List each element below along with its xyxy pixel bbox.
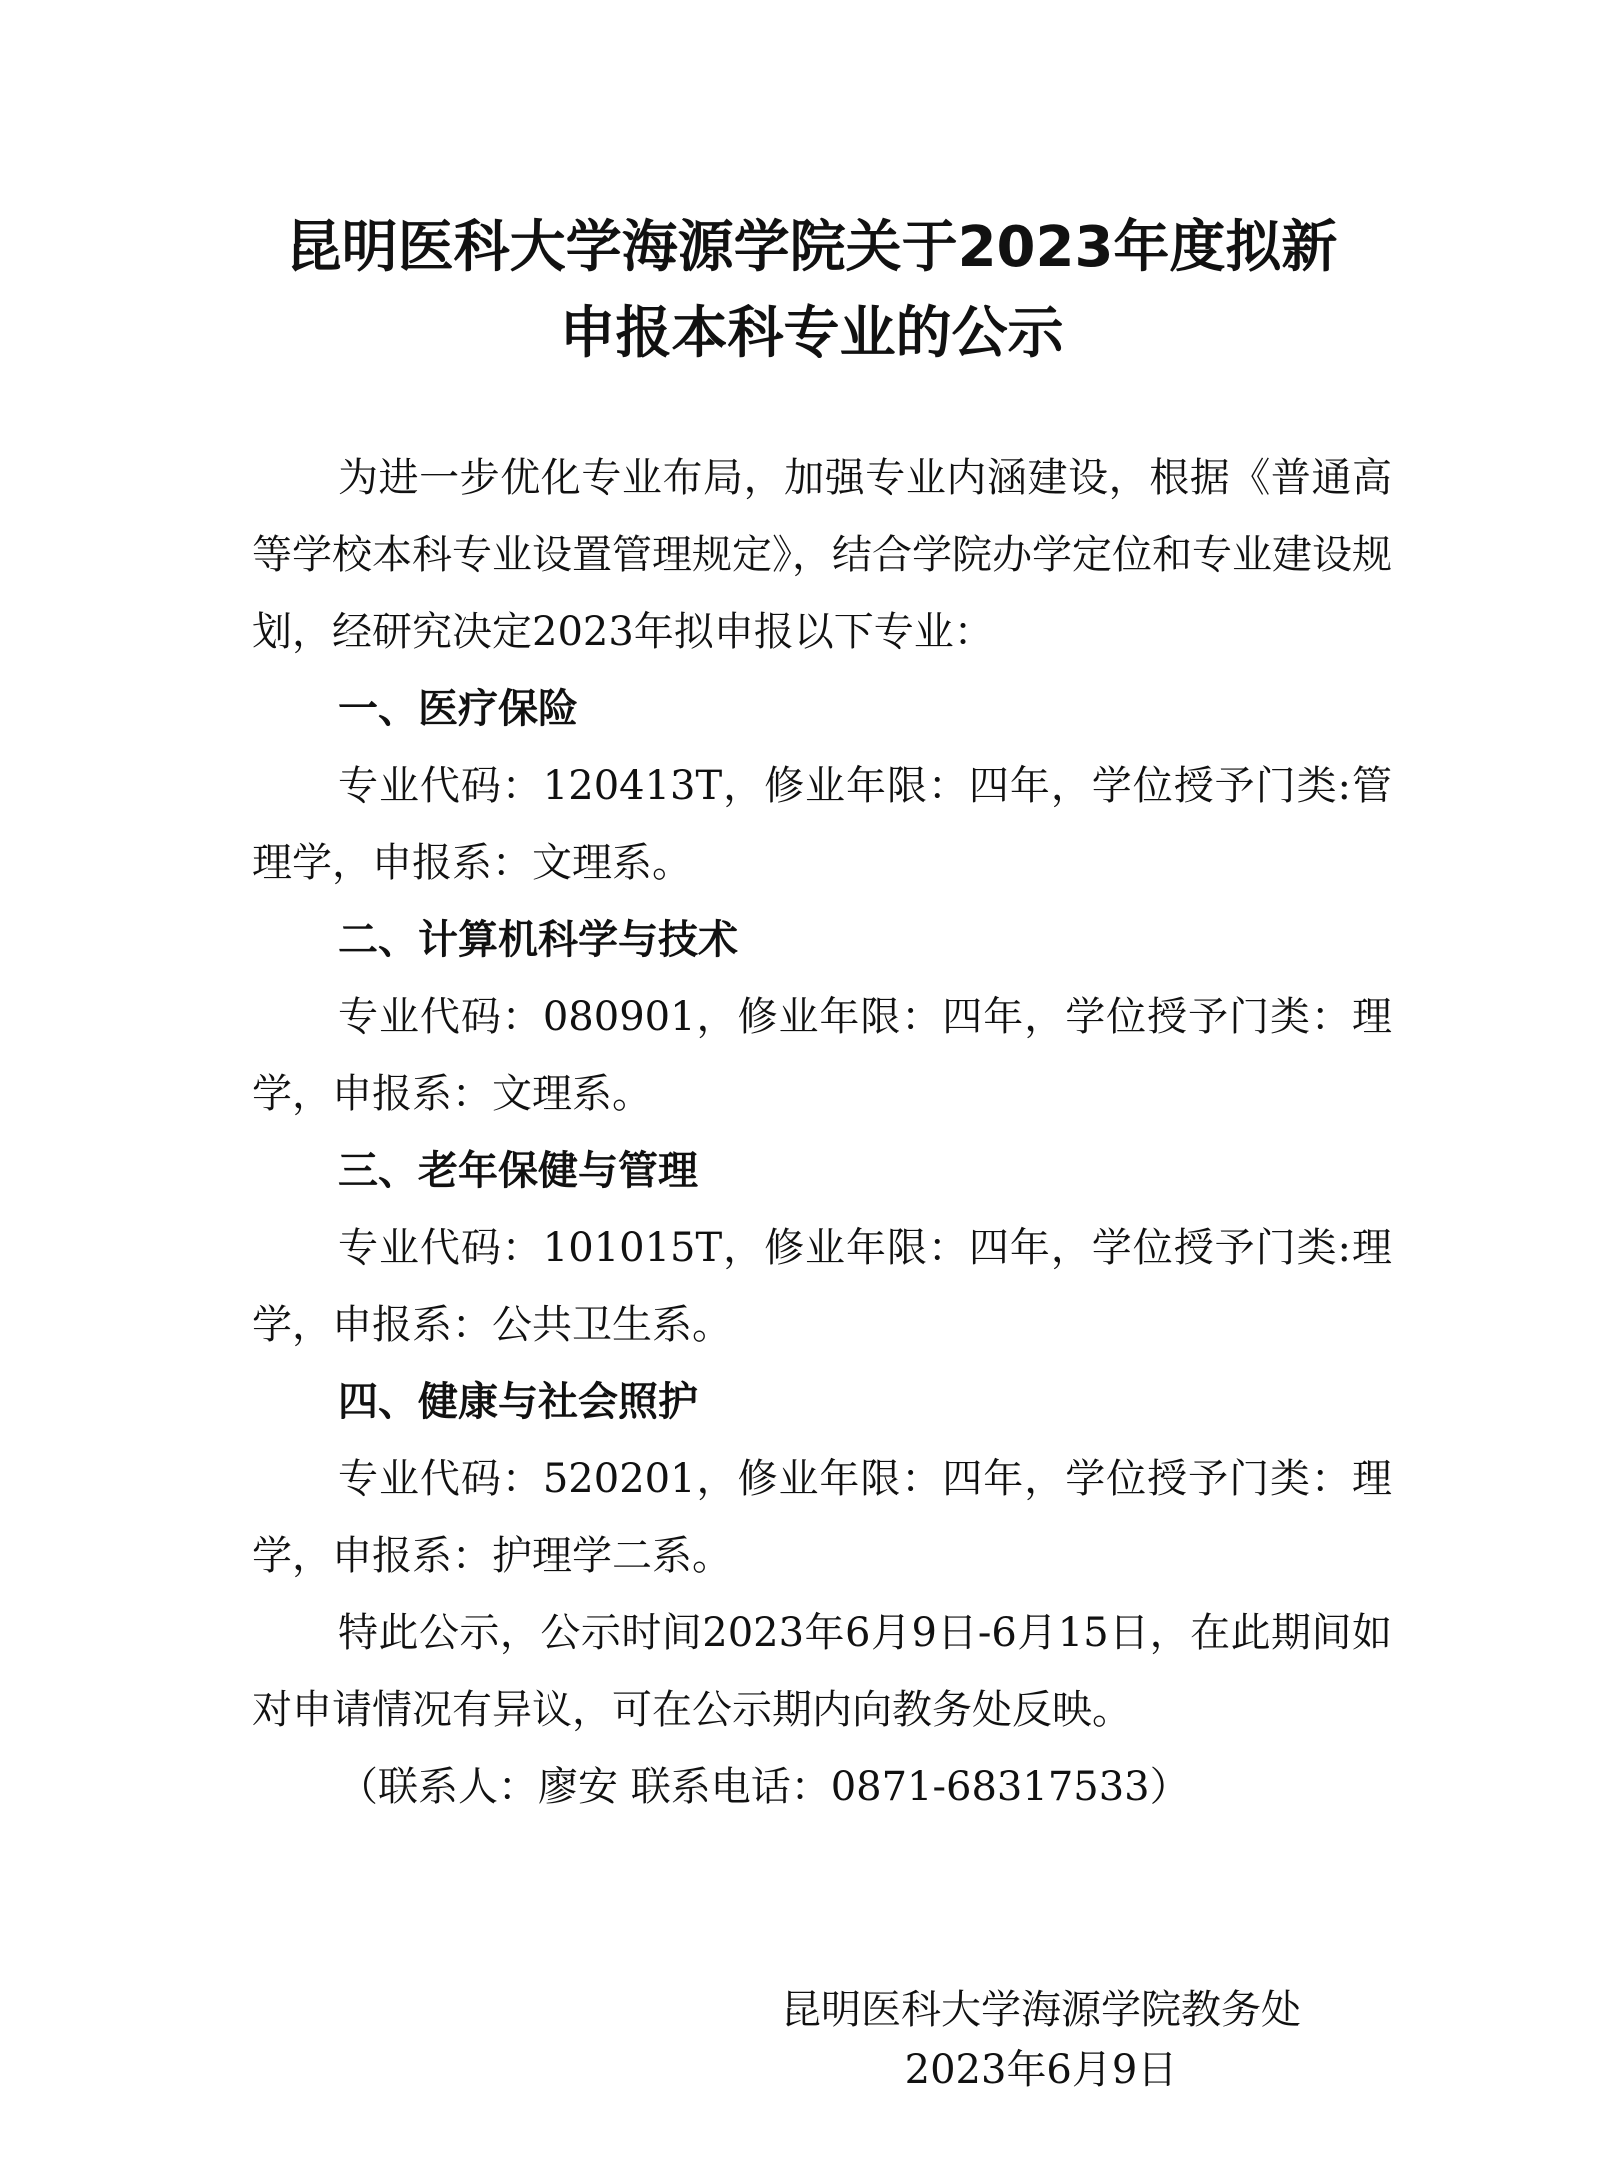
title-line-1: 昆明医科大学海源学院关于2023年度拟新 [285, 215, 1338, 280]
major-heading: 四、健康与社会照护 [338, 1379, 698, 1425]
major-detail: 专业代码：120413T，修业年限：四年，学位授予门类:管理学，申报系：文理系。 [252, 763, 1392, 886]
contact-line: （联系人：廖安 联系电话：0871-68317533） [338, 1764, 1190, 1810]
signature-org: 昆明医科大学海源学院教务处 [781, 1987, 1301, 2033]
notice-paragraph: 特此公示，公示时间2023年6月9日-6月15日，在此期间如对申请情况有异议，可在公示期内向教务处反映。 [252, 1610, 1392, 1733]
major-detail: 专业代码：080901，修业年限：四年，学位授予门类：理学，申报系：文理系。 [252, 994, 1392, 1117]
major-section-1 [252, 671, 1392, 902]
title-line-2: 申报本科专业的公示 [559, 301, 1064, 366]
major-heading: 二、计算机科学与技术 [338, 917, 738, 963]
major-section-4 [252, 1364, 1392, 1595]
document-body [252, 440, 1392, 1826]
intro-paragraph: 为进一步优化专业布局，加强专业内涵建设，根据《普通高等学校本科专业设置管理规定》，结合学院办学定位和专业建设规划，经研究决定2023年拟申报以下专业： [252, 455, 1392, 655]
major-heading: 一、医疗保险 [338, 686, 578, 732]
major-section-2 [252, 902, 1392, 1133]
major-detail: 专业代码：101015T，修业年限：四年，学位授予门类:理学，申报系：公共卫生系。 [252, 1225, 1392, 1348]
page-title [200, 205, 1423, 377]
major-section-3 [252, 1133, 1392, 1364]
major-detail: 专业代码：520201，修业年限：四年，学位授予门类：理学，申报系：护理学二系。 [252, 1456, 1392, 1579]
major-heading: 三、老年保健与管理 [338, 1148, 698, 1194]
signature-date: 2023年6月9日 [904, 2047, 1178, 2093]
signature-block [781, 1980, 1301, 2100]
